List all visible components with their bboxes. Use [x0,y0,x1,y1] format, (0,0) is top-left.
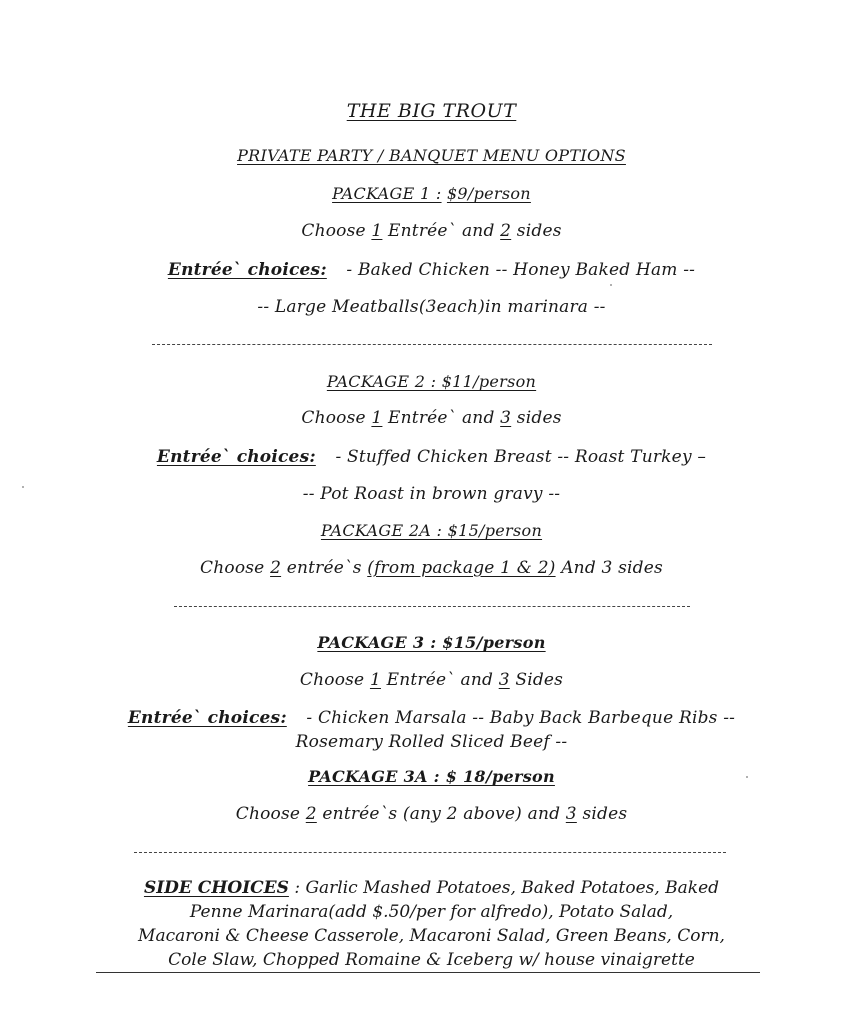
sides-line-4 [0,949,863,972]
package1-heading [0,183,863,205]
package2-choose-pre: Choose [301,408,366,428]
package1-price: $9/person [446,184,531,203]
package3-entree-line2: Rosemary Rolled Sliced Beef -- [295,732,568,752]
package3-choose [0,669,863,691]
package1-choose-mid: Entrée` and [388,221,495,241]
package1-name: PACKAGE 1 : [332,184,442,203]
scan-speck [22,486,24,488]
package2a-choose-mid: entrée`s [286,558,362,578]
package3-choose-mid: Entrée` and [386,670,494,690]
package1-side-count: 2 [500,221,512,241]
package3-entrees-cont [0,731,863,753]
package3-choose-pre: Choose [299,670,365,690]
package2-entree-line1: - Stuffed Chicken Breast -- Roast Turkey – [335,447,707,467]
sides-line2-text: Penne Marinara(add $.50/per for alfredo), Potato Salad, [189,902,674,922]
package3a-entree-count: 2 [305,804,317,824]
package2-entree-label: Entrée` choices: [156,447,316,467]
sides-line3-text: Macaroni & Cheese Casserole, Macaroni Salad, Green Beans, Corn, [138,926,725,946]
package3a-choose-pre: Choose [235,804,301,824]
package2-entrees [0,446,863,468]
package1-entree-line1: - Baked Chicken -- Honey Baked Ham -- [346,260,696,280]
package1-entrees-cont [0,296,863,318]
package3-choose-post: Sides [515,670,564,690]
package2-heading [0,371,863,393]
package2a-heading-text: PACKAGE 2A : $15/person [320,521,543,540]
package2-entrees-cont [0,483,863,505]
package1-choose-post: sides [516,221,562,241]
bottom-rule [96,972,760,973]
package3-entree-label: Entrée` choices: [127,708,287,728]
package1-entree-count: 1 [371,221,383,241]
package2a-heading [0,520,863,542]
package1-entree-label: Entrée` choices: [167,260,327,280]
package3a-choose-mid: entrée`s (any 2 above) and [322,804,561,824]
package1-choose-pre: Choose [301,221,366,241]
menu-title [0,100,863,122]
package3a-choose-post: sides [582,804,628,824]
package1-choose [0,220,863,242]
menu-subtitle-text: PRIVATE PARTY / BANQUET MENU OPTIONS [237,146,626,165]
package2a-entree-count: 2 [270,558,282,578]
package3a-heading [0,766,863,788]
menu-subtitle [0,145,863,167]
package3a-heading-text: PACKAGE 3A : $ 18/person [308,767,555,786]
menu-title-text: THE BIG TROUT [346,100,517,122]
package3a-side-count: 3 [565,804,577,824]
sides-label: SIDE CHOICES [143,878,289,898]
package1-entree-line2: -- Large Meatballs(3each)in marinara -- [257,297,606,317]
package2-entree-count: 1 [371,408,383,428]
package2a-choose [0,557,863,579]
package3a-choose [0,803,863,825]
sides-line-3 [0,925,863,948]
divider-1 [152,344,712,345]
package2a-choose-pre: Choose [200,558,265,578]
package3-heading-text: PACKAGE 3 : $15/person [317,633,546,652]
package3-heading [0,632,863,654]
package2-heading-text: PACKAGE 2 : $11/person [326,372,537,391]
scan-speck [610,284,612,286]
package3-entrees [0,707,863,729]
divider-3 [134,852,726,853]
package2a-choose-paren: (from package 1 & 2) [367,558,556,578]
divider-2 [174,606,690,607]
package2a-choose-post: And 3 sides [561,558,663,578]
sides-line-1 [0,877,863,900]
package1-entrees [0,259,863,281]
package2-side-count: 3 [500,408,512,428]
package2-entree-line2: -- Pot Roast in brown gravy -- [302,484,561,504]
package2-choose [0,407,863,429]
package3-side-count: 3 [498,670,510,690]
package3-entree-line1: - Chicken Marsala -- Baby Back Barbeque Ribs -- [306,708,736,728]
package3-entree-count: 1 [369,670,381,690]
package2-choose-post: sides [516,408,562,428]
sides-line4-text: Cole Slaw, Chopped Romaine & Iceberg w/ house vinaigrette [168,950,695,970]
package2-choose-mid: Entrée` and [388,408,495,428]
scan-speck [746,776,748,778]
sides-line1-text: : Garlic Mashed Potatoes, Baked Potatoes, Baked [294,878,720,898]
sides-line-2 [0,901,863,924]
